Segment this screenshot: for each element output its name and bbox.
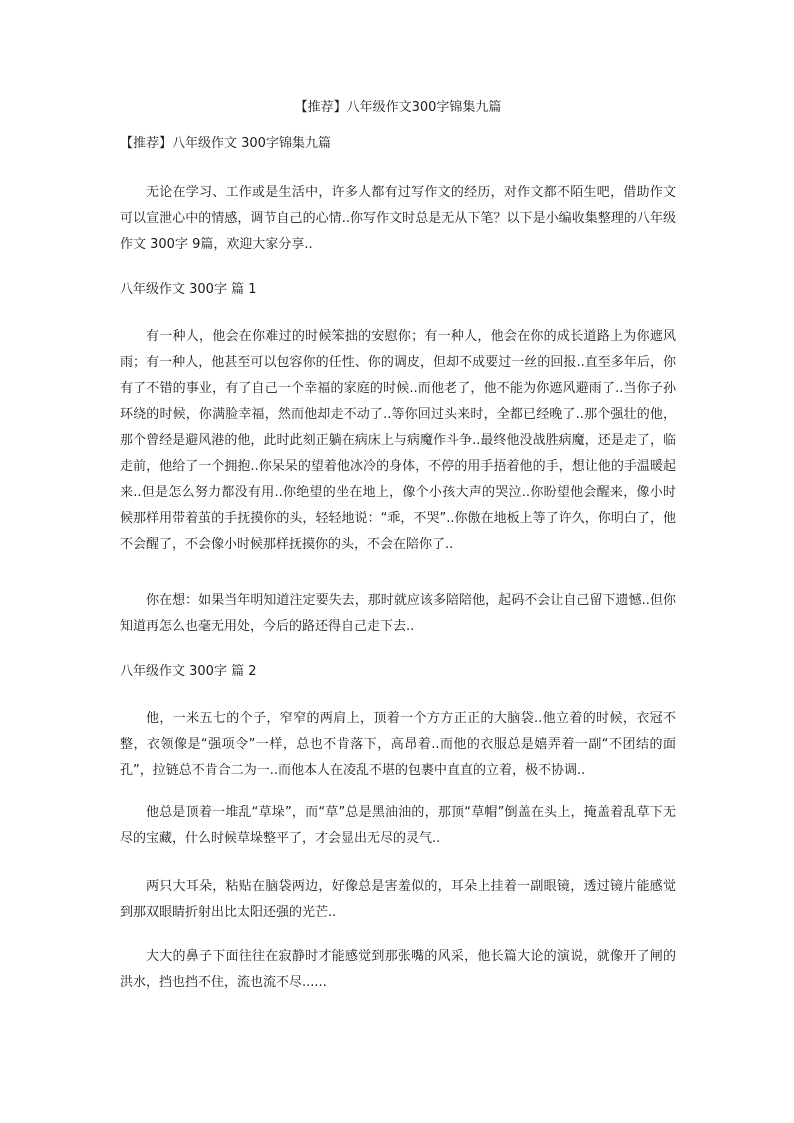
section-1-paragraph-2: 你在想：如果当年明知道注定要失去，那时就应该多陪陪他，起码不会让自己留下遗憾..但你知道再怎么也毫无用处，今后的路还得自己走下去.. bbox=[120, 593, 676, 634]
section-1-paragraph-1: 有一种人，他会在你难过的时候笨拙的安慰你；有一种人，他会在你的成长道路上为你遮风雨；有一种人，他甚至可以包容你的任性、你的调皮，但却不成要过一丝的回报..直至多年后，你有了不错的事业，有了自己一个幸福的家庭的时候..而他老了，他不能为你遮风避雨了..当你子孙环绕的时候，你满脸幸福，然而他却走不动了..等你回过头来时，全都已经晚了..那个强壮的他，那个曾经是避风港的他，此时此刻正躺在病床上与病魔作斗争..最终他没战胜病魔，还是走了，临走前，他给了一个拥抱..你呆呆的望着他冰冷的身体，不停的用手捂着他的手，想让他的手温暖起来..但是怎么努力都没有用..你绝望的坐在地上，像个小孩大声的哭泣..你盼望他会醒来，像小时候那样用带着茧的手抚摸你的头，轻轻地说：“乖，不哭”..你傲在地板上等了许久，你明白了，他不会醒了，不会像小时候那样抚摸你的头，不会在陪你了.. bbox=[120, 329, 676, 552]
document-subtitle: 【推荐】八年级作文 300字锦集九篇 bbox=[120, 136, 331, 151]
section-2-paragraph-3: 两只大耳朵，粘贴在脑袋两边，好像总是害羞似的，耳朵上挂着一副眼镜，透过镜片能感觉到那双眼睛折射出比太阳还强的光芒.. bbox=[120, 879, 676, 920]
section-2-paragraph-4: 大大的鼻子下面往往在寂静时才能感觉到那张嘴的风采，他长篇大论的演说，就像开了闸的洪水，挡也挡不住，流也流不尽...... bbox=[120, 949, 676, 990]
section-2-paragraph-2: 他总是顶着一堆乱“草垛”，而“草”总是黑油油的，那顶“草帽”倒盖在头上，掩盖着乱草下无尽的宝藏，什么时候草垛整平了，才会显出无尽的灵气.. bbox=[120, 805, 676, 846]
document-title: 【推荐】八年级作文300字锦集九篇 bbox=[294, 100, 502, 115]
section-heading-2: 八年级作文 300字 篇 2 bbox=[120, 664, 257, 679]
section-2-paragraph-1: 他，一米五七的个子，窄窄的两肩上，顶着一个方方正正的大脑袋..他立着的时候，衣冠不整，衣领像是“强项令”一样，总也不肯落下，高昂着..而他的衣服总是嬉弄着一副“不团结的面孔”，拉链总不肯合二为一..而他本人在凌乱不堪的包裹中直直的立着，极不协调.. bbox=[120, 711, 676, 778]
intro-paragraph: 无论在学习、工作或是生活中，许多人都有过写作文的经历，对作文都不陌生吧，借助作文可以宣泄心中的情感，调节自己的心情..你写作文时总是无从下笔？以下是小编收集整理的八年级作文 300字 9篇，欢迎大家分享.. bbox=[120, 185, 676, 252]
section-heading-1: 八年级作文 300字 篇 1 bbox=[120, 282, 257, 297]
